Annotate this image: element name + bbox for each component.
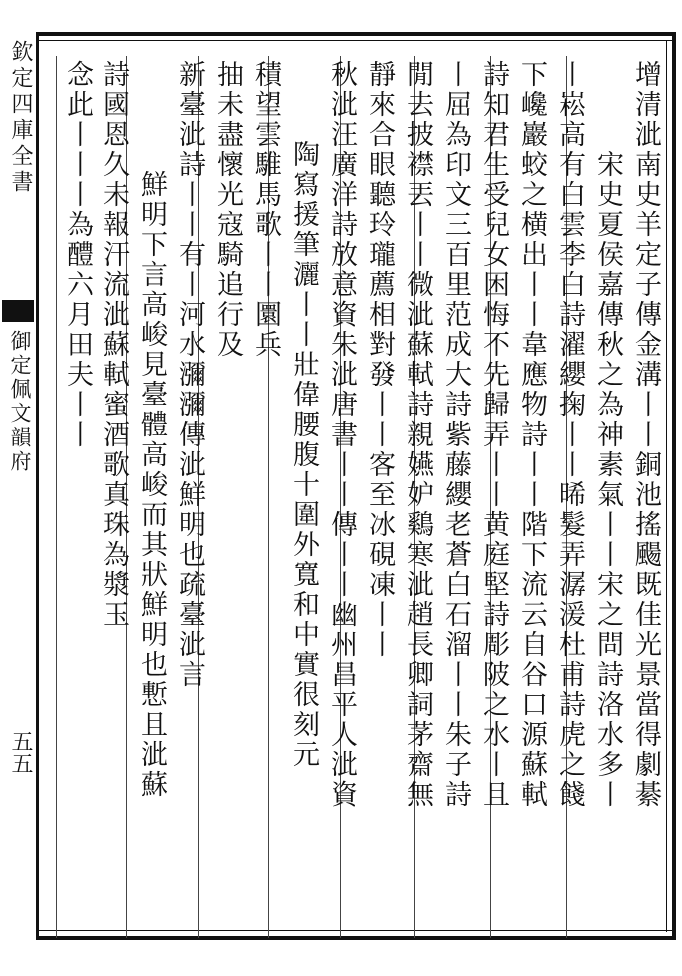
spine-book-title: 御定佩文韻府 — [8, 330, 32, 474]
spine-fishtail-mark — [2, 300, 34, 322]
text-column-3: 丨崧高有白雲李白詩濯纓掬丨丨晞髮弄潺湲杜甫詩虎之餞 — [554, 60, 585, 810]
text-column-12: 抽未盡懷光寇騎追行及 — [212, 60, 243, 360]
folio-number: 五五 — [8, 730, 33, 774]
frame-right-rule — [672, 32, 676, 940]
frame-top-rule — [36, 32, 676, 36]
frame-right-rule-inner — [666, 40, 667, 932]
text-column-10: 陶寫援筆灑丨丨壯偉腰腹十圍外寬和中實很刻元 — [288, 140, 319, 770]
frame-bottom-rule-inner — [36, 930, 676, 931]
text-column-13: 新臺泚詩丨丨有丨河水瀰瀰傳泚鮮明也疏臺泚言 — [174, 60, 205, 690]
text-column-14: 鮮明下言高峻見臺體高峻而其狀鮮明也慙且泚蘇 — [136, 170, 167, 800]
column-rule — [56, 56, 57, 938]
text-column-5: 詩知君生受兒女困悔不先歸弄丨丨黄庭堅詩彫陂之水丨且 — [478, 60, 509, 810]
text-column-9: 秋泚汪廣洋詩放意資朱泚唐書丨丨傳丨丨幽州昌平人泚資 — [326, 60, 357, 810]
text-column-15: 詩國恩久未報汗流泚蘇軾蜜酒歌真珠為漿玉 — [98, 60, 129, 630]
frame-bottom-rule — [36, 936, 676, 940]
text-column-4: 下巉巖蛟之横出丨丨韋應物詩丨丨階下流云自谷口源蘇軾 — [516, 60, 547, 810]
text-column-6: 丨屈為印文三百里范成大詩紫藤纓老蒼白石溜丨丨朱子詩 — [440, 60, 471, 810]
text-column-16: 念此丨丨丨為醴六月田夫丨丨 — [62, 60, 93, 450]
text-column-7: 閒去披襟丟丨丨微泚蘇軾詩親嬿妒鷄寒泚趙長卿詞茅齋無 — [402, 60, 433, 810]
text-column-11: 積望雲騅馬歌丨丨圜兵 — [250, 60, 281, 360]
text-column-2: 宋史夏侯嘉傳秋之為神素氣丨丨宋之問詩洛水多丨 — [592, 150, 623, 810]
text-column-1: 增清泚南史羊定子傳金溝丨丨銅池搖颺既佳光景當得劇綦 — [630, 60, 661, 810]
text-column-8: 靜來合眼聽玲瓏薦相對發丨丨客至冰硯凍丨丨 — [364, 60, 395, 660]
spine-header: 欽定四庫全書 — [8, 40, 33, 196]
frame-top-rule-inner — [36, 40, 676, 41]
